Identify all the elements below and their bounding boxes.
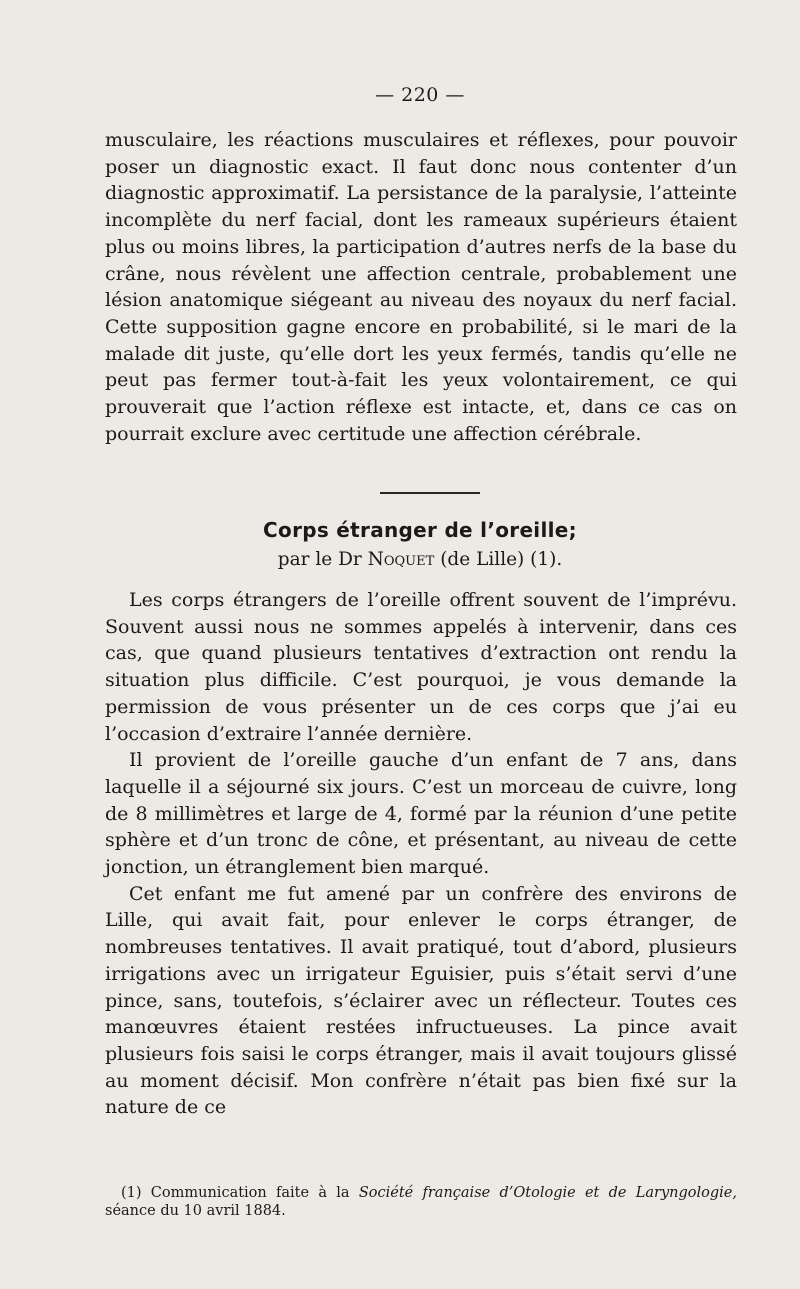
article-byline xyxy=(0,549,800,570)
footnote-suffix: séance du 10 avril 1884. xyxy=(105,1203,286,1219)
footnote-society: Société française d’Otologie et de Laryngologie, xyxy=(358,1185,737,1201)
byline-suffix: (de Lille) (1). xyxy=(440,549,563,570)
continued-text xyxy=(105,127,737,447)
article-body xyxy=(105,587,737,1121)
paragraph: musculaire, les réactions musculaires et réflexes, pour pouvoir poser un diagnostic exact. Il faut donc nous contenter d’un diagnostic approximatif. La persistance de la paralysie, l’atteinte incomplète du nerf facial, dont les rameaux supérieurs étaient plus ou moins libres, la participation d’autres nerfs de la base du crâne, nous révèlent une affection centrale, probablement une lésion anatomique siégeant au niveau des noyaux du nerf facial. Cette supposition gagne encore en probabilité, si le mari de la malade dit juste, qu’elle dort les yeux fermés, tandis qu’elle ne peut pas fermer tout-à-fait les yeux volontairement, ce qui prouverait que l’action réflexe est intacte, et, dans ce cas on pourrait exclure avec certitude une affection cérébrale. xyxy=(105,129,737,445)
section-divider xyxy=(380,492,480,494)
paragraph: Il provient de l’oreille gauche d’un enfant de 7 ans, dans laquelle il a séjourné six jours. C’est un morceau de cuivre, long de 8 millimètres et large de 4, formé par la réunion d’une petite sphère et d’un tronc de cône, et présentant, au niveau de cette jonction, un étranglement bien marqué. xyxy=(105,749,737,879)
footnote-prefix: (1) Communication faite à la xyxy=(121,1185,350,1201)
footnote xyxy=(105,1184,737,1220)
page-number: — 220 — xyxy=(375,84,465,106)
article-title: Corps étranger de l’oreille; xyxy=(263,518,577,542)
paragraph: Cet enfant me fut amené par un confrère des environs de Lille, qui avait fait, pour enlever le corps étranger, de nombreuses tentatives. Il avait pratiqué, tout d’abord, plusieurs irrigations avec un irrigateur Eguisier, puis s’était servi d’une pince, sans, toutefois, s’éclairer avec un réflecteur. Toutes ces manœuvres étaient restées infructueuses. La pince avait plusieurs fois saisi le corps étranger, mais il avait toujours glissé au moment décisif. Mon confrère n’était pas bien fixé sur la nature de ce xyxy=(105,882,737,1119)
byline-prefix: par le Dr xyxy=(277,549,362,570)
paragraph: Les corps étrangers de l’oreille offrent souvent de l’imprévu. Souvent aussi nous ne sommes appelés à intervenir, dans ces cas, que quand plusieurs tentatives d’extraction ont rendu la situation plus difficile. C’est pourquoi, je vous demande la permission de vous présenter un de ces corps que j’ai eu l’occasion d’extraire l’année dernière. xyxy=(105,589,737,745)
author-name: Noquet xyxy=(367,549,435,570)
